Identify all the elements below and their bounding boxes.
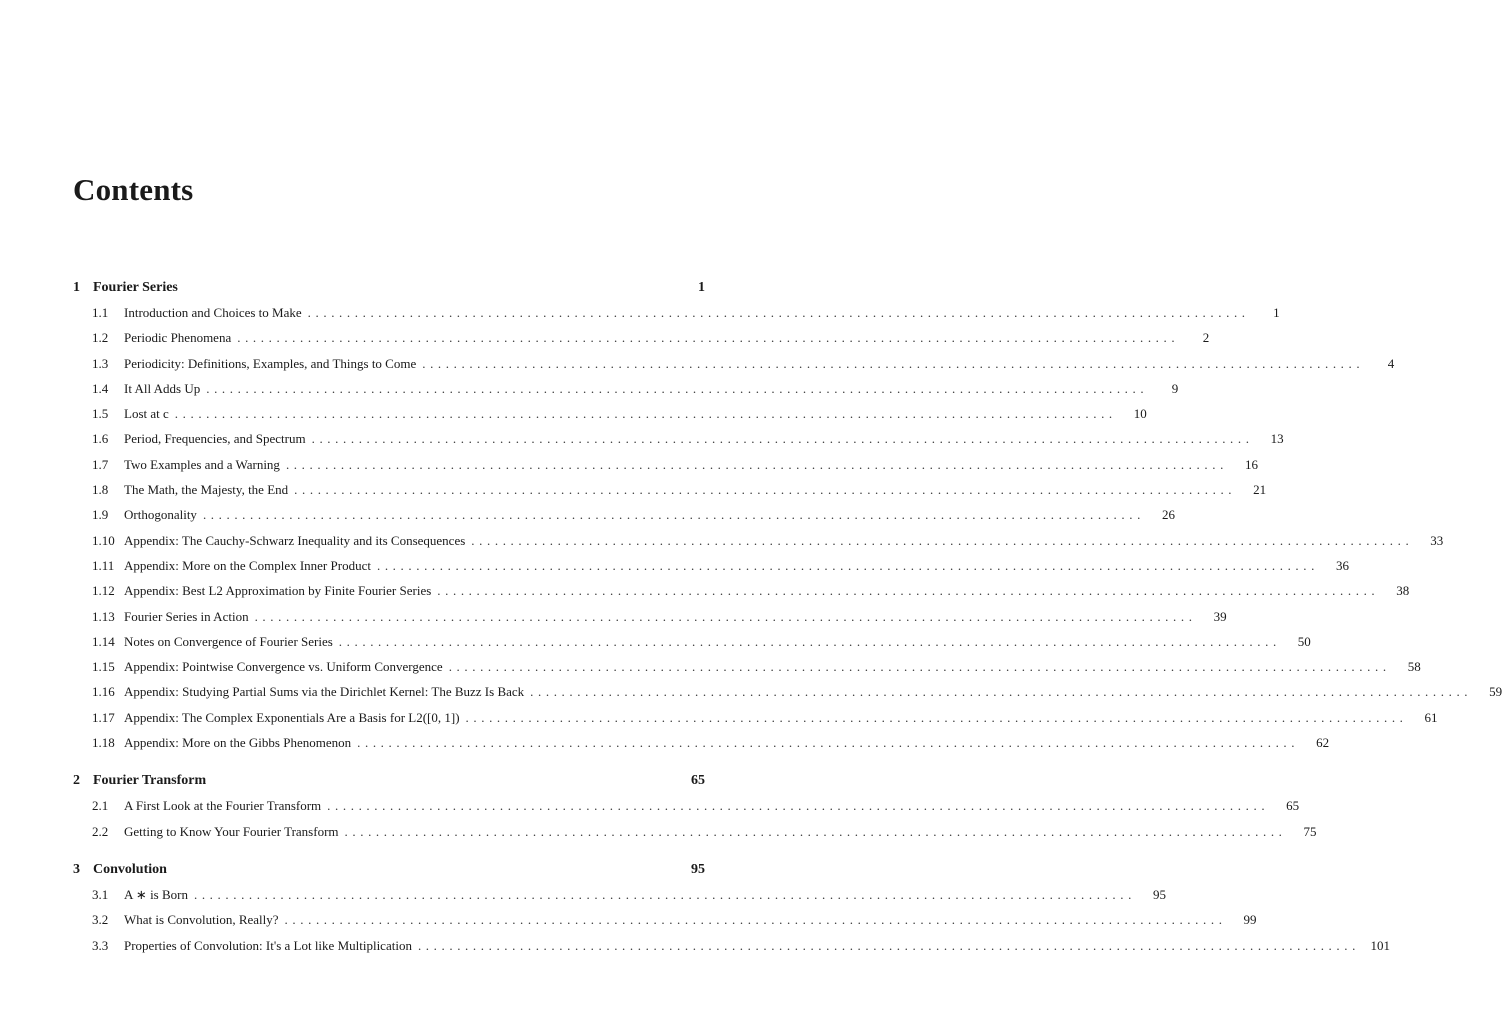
section-number: 1.6 [92, 431, 109, 447]
toc-entry[interactable] [73, 882, 1166, 907]
table-of-contents [73, 275, 1502, 971]
chapter-number: 3 [73, 861, 80, 877]
toc-entry[interactable] [73, 819, 1317, 844]
section-number: 1.4 [92, 380, 109, 396]
dot-leader: ........................................................................................................................ [338, 633, 1281, 649]
section-number: 1.16 [92, 684, 115, 700]
dot-leader: ........................................................................................................................ [284, 912, 1227, 928]
dot-leader: ........................................................................................................................ [357, 735, 1300, 751]
section-page-number: 58 [1407, 659, 1421, 675]
dot-leader: ........................................................................................................................ [448, 659, 1391, 675]
section-page-number: 1 [1273, 305, 1280, 320]
section-number: 3.3 [92, 937, 109, 953]
section-title: Appendix: The Complex Exponentials Are a Basis for L2([0, 1]) [124, 709, 460, 725]
section-page-number: 75 [1303, 823, 1317, 839]
section-page-number: 62 [1316, 735, 1330, 751]
section-number: 1.2 [92, 330, 109, 346]
dot-leader: ........................................................................................................................ [202, 507, 1145, 523]
toc-entry[interactable] [73, 351, 1395, 376]
toc-entry[interactable] [73, 933, 1390, 958]
section-number: 2.2 [92, 823, 109, 839]
chapter-title: Convolution [93, 861, 167, 877]
section-title: Periodic Phenomena [124, 330, 232, 346]
section-number: 1.12 [92, 583, 115, 599]
dot-leader: ........................................................................................................................ [174, 406, 1117, 422]
dot-leader: ........................................................................................................................ [417, 937, 1360, 953]
chapter-page-number: 1 [698, 280, 705, 295]
chapter-row[interactable] [73, 857, 705, 882]
section-page-number: 2 [1202, 330, 1210, 346]
toc-entry[interactable] [73, 578, 1410, 603]
dot-leader: ........................................................................................................................ [206, 380, 1149, 396]
chapter-row[interactable] [73, 275, 705, 300]
toc-entry[interactable] [73, 604, 1227, 629]
section-number: 1.1 [92, 305, 109, 320]
section-page-number: 95 [1152, 886, 1166, 902]
section-title: Properties of Convolution: It's a Lot like Multiplication [124, 937, 412, 953]
section-title: Appendix: Studying Partial Sums via the Dirichlet Kernel: The Buzz Is Back [124, 684, 525, 700]
toc-entry[interactable] [73, 654, 1421, 679]
section-number: 1.15 [92, 659, 115, 675]
toc-entry[interactable] [73, 325, 1210, 350]
section-title: Appendix: More on the Complex Inner Product [124, 557, 371, 573]
section-number: 2.1 [92, 798, 109, 814]
chapter-number: 1 [73, 280, 80, 295]
dot-leader: ........................................................................................................................ [437, 583, 1380, 599]
section-title: Orthogonality [124, 507, 197, 523]
toc-entry[interactable] [73, 730, 1330, 755]
section-page-number: 61 [1424, 709, 1438, 725]
section-title: What is Convolution, Really? [124, 912, 279, 928]
section-page-number: 4 [1387, 355, 1395, 371]
section-page-number: 50 [1297, 633, 1311, 649]
chapter-number: 2 [73, 773, 80, 789]
dot-leader: ........................................................................................................................ [530, 684, 1473, 700]
section-page-number: 65 [1286, 798, 1300, 814]
dot-leader: ........................................................................................................................ [422, 355, 1365, 371]
dot-leader: ........................................................................................................................ [285, 456, 1228, 472]
dot-leader: ........................................................................................................................ [327, 798, 1270, 814]
dot-leader: ........................................................................................................................ [254, 608, 1197, 624]
section-title: Introduction and Choices to Make [124, 305, 302, 320]
dot-leader: ........................................................................................................................ [193, 886, 1136, 902]
section-page-number: 99 [1243, 912, 1257, 928]
section-title: A First Look at the Fourier Transform [124, 798, 322, 814]
dot-leader: ........................................................................................................................ [307, 305, 1250, 320]
section-title: Period, Frequencies, and Spectrum [124, 431, 306, 447]
toc-entry[interactable] [73, 502, 1175, 527]
toc-entry[interactable] [73, 907, 1257, 932]
section-title: Appendix: The Cauchy-Schwarz Inequality and its Consequences [124, 532, 466, 548]
toc-chapter [73, 275, 1502, 755]
section-title: Appendix: Pointwise Convergence vs. Uniform Convergence [124, 659, 443, 675]
dot-leader: ........................................................................................................................ [376, 557, 1319, 573]
section-page-number: 9 [1171, 380, 1179, 396]
section-title: The Math, the Majesty, the End [124, 482, 289, 498]
page-title: Contents [73, 172, 194, 207]
section-title: Appendix: More on the Gibbs Phenomenon [124, 735, 352, 751]
dot-leader: ........................................................................................................................ [237, 330, 1180, 346]
chapter-title: Fourier Transform [93, 773, 207, 789]
section-page-number: 36 [1335, 557, 1349, 573]
section-title: Two Examples and a Warning [124, 456, 280, 472]
section-page-number: 26 [1161, 507, 1175, 523]
section-number: 1.13 [92, 608, 115, 624]
section-title: Periodicity: Definitions, Examples, and Things to Come [124, 355, 417, 371]
section-page-number: 59 [1489, 684, 1502, 700]
toc-entry[interactable] [73, 300, 1280, 325]
section-page-number: 10 [1133, 406, 1147, 422]
chapter-page-number: 65 [691, 773, 705, 789]
toc-entry[interactable] [73, 401, 1147, 426]
dot-leader: ........................................................................................................................ [311, 431, 1254, 447]
chapter-row[interactable] [73, 768, 705, 793]
section-number: 1.11 [92, 557, 115, 573]
toc-entry[interactable] [73, 528, 1444, 553]
section-number: 1.18 [92, 735, 115, 751]
section-page-number: 16 [1244, 456, 1258, 472]
section-page-number: 13 [1270, 431, 1284, 447]
section-page-number: 38 [1396, 583, 1410, 599]
toc-entry[interactable] [73, 553, 1349, 578]
section-title: A ∗ is Born [124, 886, 188, 902]
section-number: 1.3 [92, 355, 109, 371]
chapter-page-number: 95 [691, 861, 705, 877]
toc-entry[interactable] [73, 376, 1179, 401]
section-page-number: 101 [1370, 937, 1390, 953]
section-number: 1.9 [92, 507, 109, 523]
section-page-number: 21 [1253, 482, 1267, 498]
section-number: 1.7 [92, 456, 109, 472]
dot-leader: ........................................................................................................................ [471, 532, 1414, 548]
section-title: It All Adds Up [124, 380, 201, 396]
toc-entry[interactable] [73, 793, 1300, 818]
section-number: 1.14 [92, 633, 115, 649]
section-title: Getting to Know Your Fourier Transform [124, 823, 339, 839]
section-number: 1.8 [92, 482, 109, 498]
toc-entry[interactable] [73, 477, 1267, 502]
section-number: 1.10 [92, 532, 115, 548]
dot-leader: ........................................................................................................................ [344, 823, 1287, 839]
chapter-title: Fourier Series [93, 280, 178, 295]
dot-leader: ........................................................................................................................ [294, 482, 1237, 498]
toc-chapter [73, 768, 1317, 844]
section-page-number: 39 [1213, 608, 1227, 624]
section-number: 3.2 [92, 912, 109, 928]
toc-entry[interactable] [73, 452, 1258, 477]
section-title: Lost at c [124, 406, 169, 422]
section-title: Appendix: Best L2 Approximation by Finite Fourier Series [124, 583, 432, 599]
section-number: 1.17 [92, 709, 115, 725]
section-number: 3.1 [92, 886, 109, 902]
toc-chapter [73, 857, 1390, 958]
toc-entry[interactable] [73, 426, 1284, 451]
toc-entry[interactable] [73, 629, 1311, 654]
section-number: 1.5 [92, 406, 109, 422]
dot-leader: ........................................................................................................................ [465, 709, 1408, 725]
toc-entry[interactable] [73, 705, 1438, 730]
section-page-number: 33 [1430, 532, 1444, 548]
toc-entry[interactable] [73, 679, 1502, 704]
section-title: Fourier Series in Action [124, 608, 249, 624]
section-title: Notes on Convergence of Fourier Series [124, 633, 333, 649]
